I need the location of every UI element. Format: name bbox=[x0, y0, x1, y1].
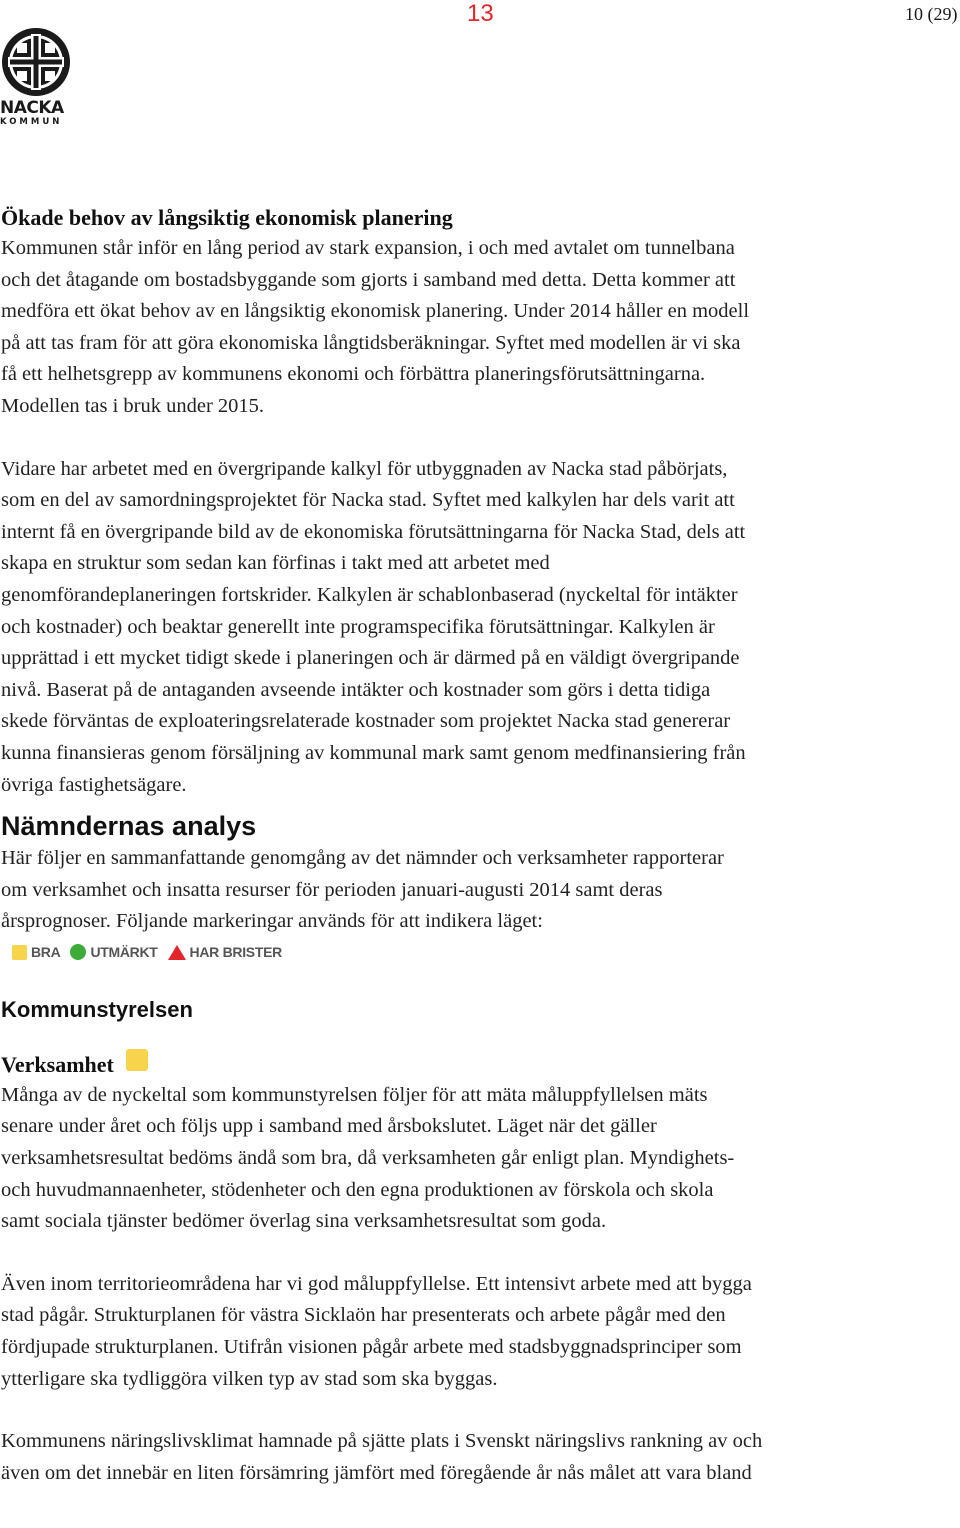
page-number: 13 bbox=[467, 0, 494, 27]
nacka-emblem-icon bbox=[0, 26, 72, 98]
section-heading-planning: Ökade behov av långsiktig ekonomisk planering bbox=[1, 205, 453, 230]
status-bra-icon bbox=[126, 1049, 148, 1071]
logo-name: NACKA bbox=[0, 98, 64, 118]
green-circle-icon bbox=[70, 944, 86, 960]
logo-sub: KOMMUN bbox=[0, 117, 63, 127]
legend-item-utmarkt: UTMÄRKT bbox=[70, 944, 157, 960]
section-heading-analys: Nämndernas analys bbox=[1, 811, 257, 842]
nacka-logo bbox=[0, 26, 76, 127]
status-legend bbox=[12, 938, 956, 966]
page-count: 10 (29) bbox=[905, 4, 958, 24]
sub-heading-verksamhet: Verksamhet bbox=[1, 1051, 114, 1077]
verksamhet-heading-row bbox=[1, 1049, 956, 1080]
document-body bbox=[1, 203, 956, 1489]
paragraph: Kommunens näringslivsklimat hamnade på sjätte plats i Svenskt näringslivs rankning av och även om det innebär en liten försämring jämfört med föregående år nås målet att vara bland bbox=[1, 1430, 763, 1484]
paragraph: Vidare har arbetet med en övergripande kalkyl för utbyggnaden av Nacka stad påbörjats, som en del av samordningsprojektet för Nacka stad. Syftet med kalkylen har dels varit att internt få en övergripande bild av de ekonomiska förutsättningarna för Nacka Stad, dels att skapa en struktur som sedan kan förfinas i takt med att arbetet med genomförandeplaneringen fortskrider. Kalkylen är schablonbaserad (nyckeltal för intäkter och kostnader) och beaktar generellt inte programspecifika förutsättningar. Kalkylen är upprättad i ett mycket tidigt skede i planeringen och är därmed på en väldigt övergripande nivå. Baserat på de antaganden avseende intäkter och kostnader som görs i detta tidiga skede förväntas de exploateringsrelaterade kostnader som projektet Nacka stad genererar kunna finansieras genom försäljning av kommunal mark samt genom medfinansiering från övriga fastighetsägare. bbox=[1, 457, 746, 796]
legend-item-har-brister: HAR BRISTER bbox=[168, 944, 282, 960]
paragraph: Även inom territorieområdena har vi god måluppfyllelse. Ett intensivt arbete med att bygga stad pågår. Strukturplanen för västra Sicklaön har presenterats och arbete pågår med den fördjupade strukturplanen. Utifrån visionen pågår arbete med stadsbyggnadsprinciper som ytterligare ska tydliggöra vilken typ av stad som ska byggas. bbox=[1, 1272, 752, 1390]
paragraph: Här följer en sammanfattande genomgång av det nämnder och verksamheter rapporterar om verksamhet och insatta resurser för perioden januari-augusti 2014 samt deras årsprognoser. Följande markeringar används för att indikera läget: bbox=[1, 847, 724, 933]
yellow-square-icon bbox=[12, 945, 27, 960]
legend-item-bra: BRA bbox=[12, 944, 60, 960]
section-heading-kommunstyrelsen: Kommunstyrelsen bbox=[1, 996, 193, 1022]
paragraph: Många av de nyckeltal som kommunstyrelsen följer för att mäta måluppfyllelsen mäts senare under året och följs upp i samband med årsbokslutet. Läget när det gäller verksamhetsresultat bedöms ändå som bra, då verksamheten går enligt plan. Myndighets- och huvudmannaenheter, stödenheter och den egna produktionen av förskola och skola samt sociala tjänster bedömer överlag sina verksamhetsresultat som goda. bbox=[1, 1083, 735, 1233]
red-triangle-icon bbox=[168, 945, 186, 960]
paragraph: Kommunen står inför en lång period av stark expansion, i och med avtalet om tunnelbana och det åtagande om bostadsbyggande som gjorts i samband med detta. Detta kommer att medföra ett ökat behov av en långsiktig ekonomisk planering. Under 2014 håller en modell på att tas fram för att göra ekonomiska långtidsberäkningar. Syftet med modellen är vi ska få ett helhetsgrepp av kommunens ekonomi och förbättra planeringsförutsättningarna. Modellen tas i bruk under 2015. bbox=[1, 237, 750, 417]
